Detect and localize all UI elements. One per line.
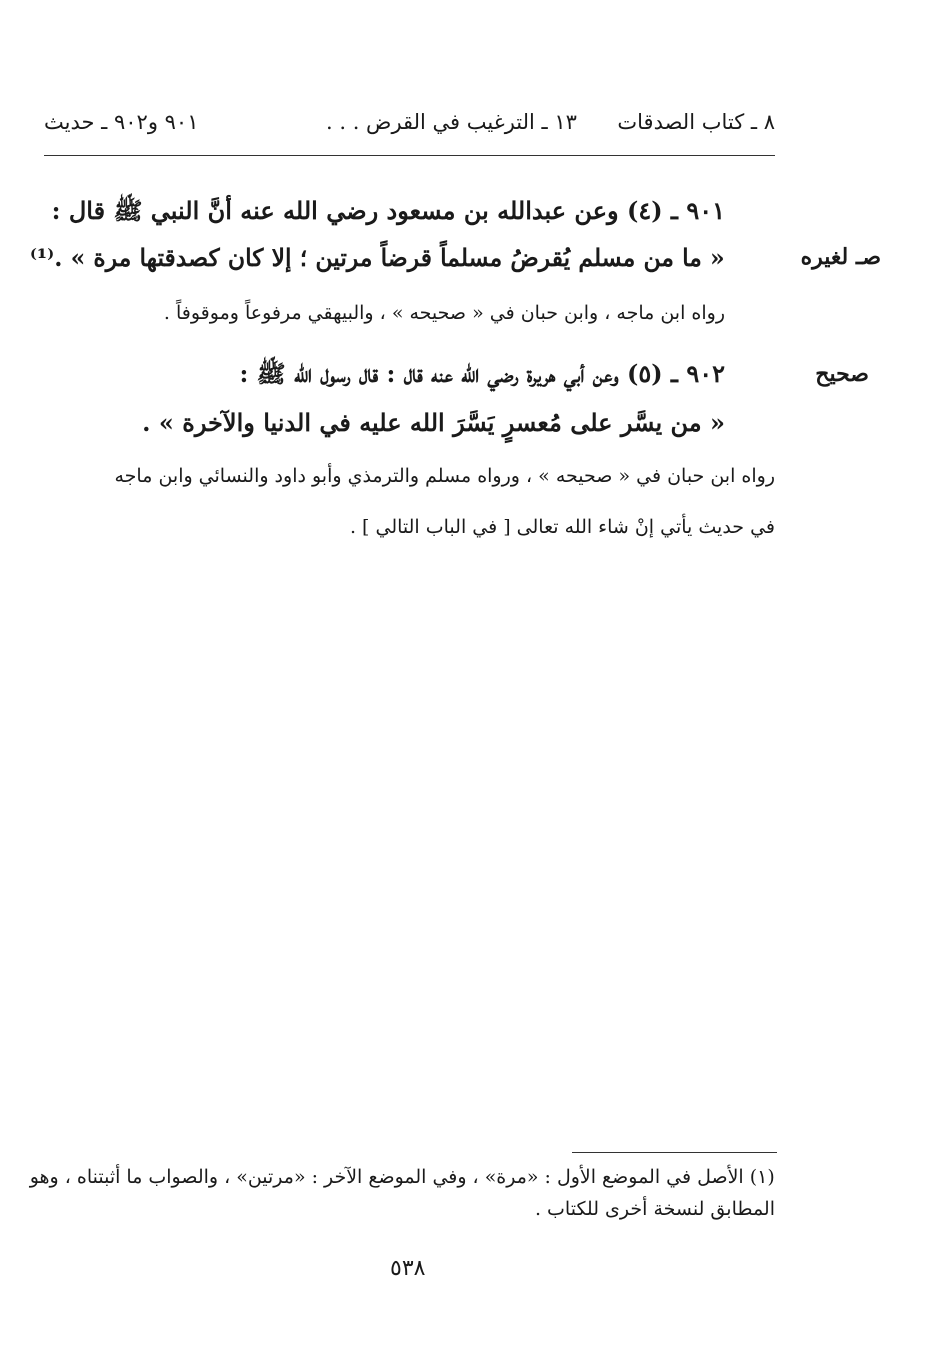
header-hadith-range: ٩٠١ و٩٠٢ ـ حديث [44,110,199,134]
header-chapter: ٨ ـ كتاب الصدقات [617,110,775,134]
header-section: ١٣ ـ الترغيب في القرض . . . [326,110,577,134]
header-divider [44,155,775,156]
footnote-line-2: المطابق لنسخة أخرى للكتاب . [534,1198,775,1220]
hadith-901-source: رواه ابن ماجه ، وابن حبان في « صحيحه » ، والبيهقي مرفوعاً وموقوفاً . [163,302,725,324]
hadith-902-grade: صحيح [815,361,869,387]
hadith-902-source-1: رواه ابن حبان في « صحيحه » ، ورواه مسلم والترمذي وأبو داود والنسائي وابن ماجه [114,465,775,487]
footnote-line-1: (١) الأصل في الموضع الأول : «مرة» ، وفي الموضع الآخر : «مرتين» ، والصواب ما أثبتناه ، وهو [30,1166,775,1188]
hadith-901-grade: صـ لغيره [800,244,881,270]
hadith-901-intro: ٩٠١ ـ (٤) وعن عبدالله بن مسعود رضي الله عنه أنَّ النبي ﷺ قال : [51,196,725,225]
hadith-902-text: « من يسَّر على مُعسرٍ يَسَّرَ الله عليه في الدنيا والآخرة » . [142,408,725,437]
hadith-902-intro: ٩٠٢ ـ (٥) وعن أبي هريرة رضي الله عنه قال : قال رسول الله ﷺ : [239,359,725,388]
page-number: ٥٣٨ [390,1256,426,1281]
hadith-902-source-2: في حديث يأتي إنْ شاء الله تعالى [ في الباب التالي ] . [349,516,775,538]
footnote-divider [572,1152,777,1153]
hadith-901-text: « ما من مسلم يُقرضُ مسلماً قرضاً مرتين ؛ إلا كان كصدقتها مرة » .⁽¹⁾ [30,243,725,272]
